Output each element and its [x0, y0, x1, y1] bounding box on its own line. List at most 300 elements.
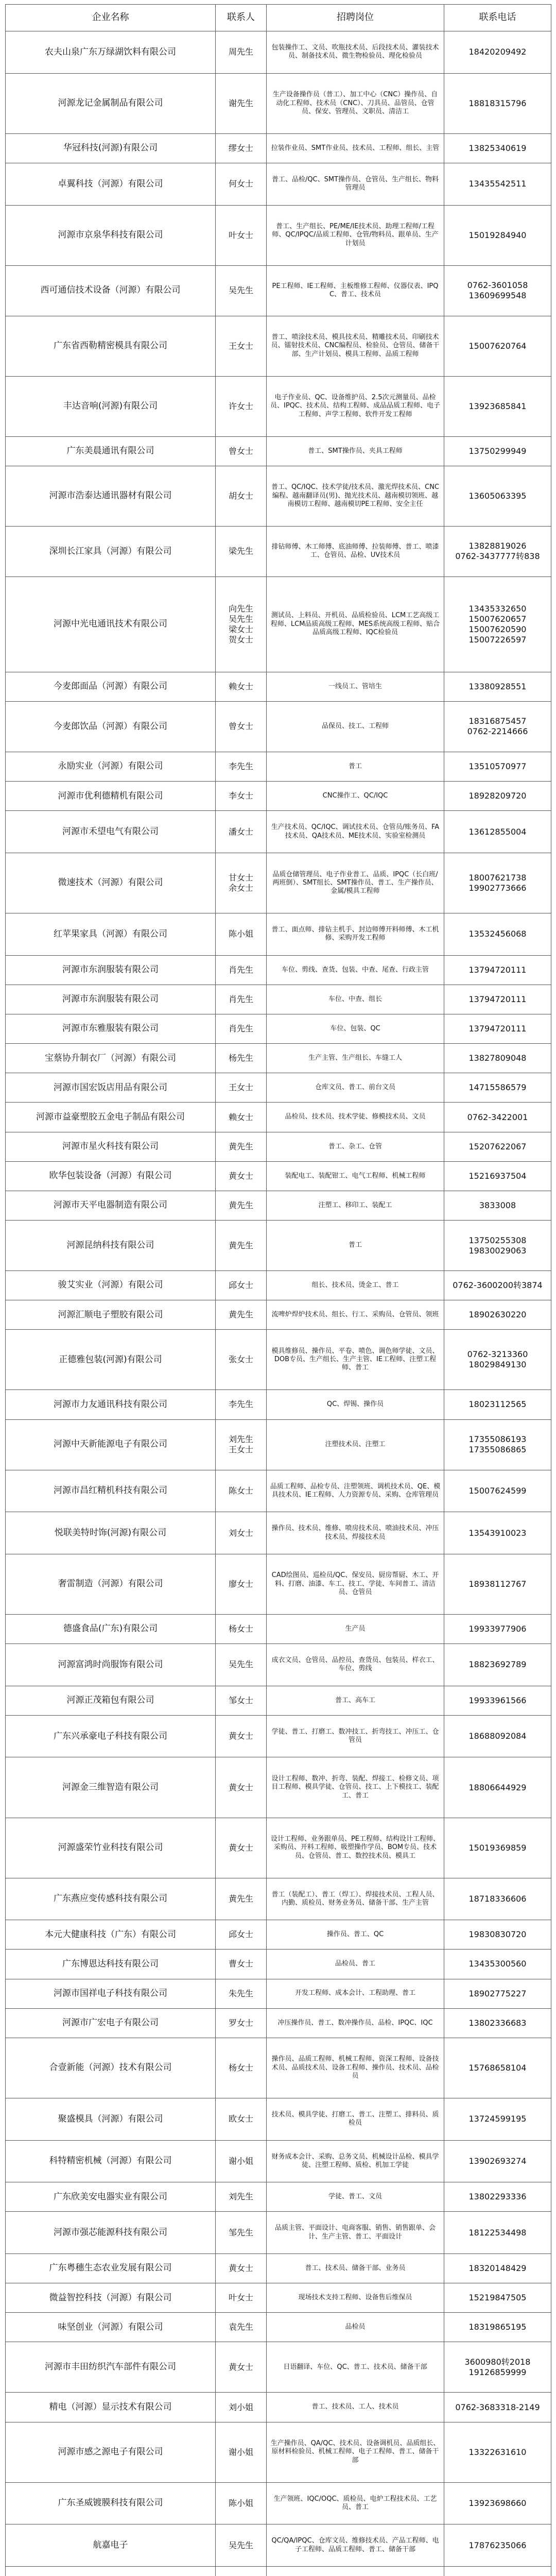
table-row — [6, 1614, 551, 1643]
cell-phone: 13794720111 — [444, 955, 551, 985]
cell-company: 骏艾实业（河源）有限公司 — [6, 1271, 216, 1300]
table-row — [6, 436, 551, 466]
cell-company: 河源市广宏电子有限公司 — [6, 2008, 216, 2038]
cell-jobs: 包装操作工、文员、吹瓶技术员、后段技术员、灌装技术员、制备技术员、微生物检验员、理化检验员 — [267, 31, 444, 74]
table-row — [6, 1221, 551, 1271]
cell-jobs: 现场技术支持工程师、设备售后维保员 — [267, 2283, 444, 2313]
cell-company: 味坚创业（河源）有限公司 — [6, 2313, 216, 2342]
cell-contact: 赖女士 — [216, 672, 267, 701]
cell-phone: 13825340619 — [444, 133, 551, 163]
cell-contact: 黄女士 — [216, 1715, 267, 1757]
cell-company: 广东省西勒精密模具有限公司 — [6, 316, 216, 376]
cell-company: 红苹果家具（河源）有限公司 — [6, 913, 216, 955]
cell-company: 河源市优利德精机有限公司 — [6, 782, 216, 811]
table-row — [6, 1644, 551, 1686]
cell-phone: 13923698660 — [444, 2482, 551, 2524]
cell-company: 河源市力友通讯科技有限公司 — [6, 1390, 216, 1419]
cell-phone: 18688092084 — [444, 1715, 551, 1757]
cell-jobs: 普工、杂工、仓管 — [267, 1132, 444, 1161]
cell-jobs: 注塑工、移印工、装配工 — [267, 1191, 444, 1220]
table-row — [6, 2008, 551, 2038]
cell-contact — [216, 2566, 267, 2576]
cell-phone: 13750255308 19830029063 — [444, 1221, 551, 1271]
cell-contact: 陈小姐 — [216, 913, 267, 955]
cell-jobs: 普工、高车工 — [267, 1686, 444, 1715]
cell-contact: 甘女士 余女士 — [216, 853, 267, 913]
cell-contact: 刘先生 — [216, 2182, 267, 2212]
cell-company: 卓翼科技（河源）有限公司 — [6, 163, 216, 205]
cell-phone: 15219847505 — [444, 2283, 551, 2313]
cell-jobs: 普工、技术员、储备干部、业务员 — [267, 2253, 444, 2283]
cell-phone: 13827809048 — [444, 1044, 551, 1073]
cell-company: 合壹新能（河源）技术有限公司 — [6, 2038, 216, 2098]
table-row — [6, 31, 551, 74]
cell-phone: 13435542511 — [444, 163, 551, 205]
cell-phone: 0762-3600200转3874 — [444, 1271, 551, 1300]
cell-jobs: 排钻师傅、木工师傅、底油师傅、拉装师傅、普工、喷漆工、仓管员、品检、UV技术员 — [267, 526, 444, 577]
cell-jobs: 设计工程师、数冲、折弯、装配、焊接工、检修文员、项目工程师、模具学徒、仓管员、技工、上下模技工、装配工、普工 — [267, 1757, 444, 1818]
cell-jobs: 一线员工、管培生 — [267, 672, 444, 701]
cell-contact: 曾女士 — [216, 702, 267, 752]
cell-company: 航嘉电子 — [6, 2524, 216, 2567]
table-row — [6, 1878, 551, 1920]
cell-company: 河源龙记金属制品有限公司 — [6, 73, 216, 133]
table-row — [6, 1161, 551, 1191]
table-row — [6, 1554, 551, 1614]
cell-contact: 邹女士 — [216, 1686, 267, 1715]
cell-jobs: 生产操作员、QA/QC、技术员、设备调机员、品质组长、原材料检验员、机械工程师、电子工程师、普工、储备干部 — [267, 2422, 444, 2482]
cell-company: 河源市丰田纺织汽车部件有限公司 — [6, 2342, 216, 2393]
table-row — [6, 1715, 551, 1757]
cell-jobs: 学徒、普工、打磨工、数冲技工、折弯技工、冲压工、仓管员 — [267, 1715, 444, 1757]
cell-company: 精电（河源）显示技术有限公司 — [6, 2393, 216, 2422]
cell-jobs: 生产设备操作员（普工）、加工中心（CNC）操作员、自动化工程师、技术员（CNC）、刀具员、品管员、仓管员、保安、管理员、文职员、清洁工 — [267, 73, 444, 133]
table-row — [6, 955, 551, 985]
cell-jobs: 品检员 — [267, 2313, 444, 2342]
cell-contact: 李女士 — [216, 782, 267, 811]
table-row — [6, 376, 551, 436]
cell-contact: 李先生 — [216, 1390, 267, 1419]
table-row — [6, 1470, 551, 1512]
cell-jobs: 普工 — [267, 752, 444, 781]
cell-phone: 13902693274 — [444, 2140, 551, 2182]
cell-jobs: 普工、SMT操作员、夹具工程师 — [267, 436, 444, 466]
cell-jobs: 操作员、普工、QC — [267, 1920, 444, 1950]
cell-company: 聚盛模具（河源）有限公司 — [6, 2098, 216, 2140]
cell-jobs: QC/QA/IPQC、仓库文员、维修技术员、产品工程师、电子工程师、品质工程师、普工、储备干部 — [267, 2524, 444, 2567]
cell-phone: 13794720111 — [444, 1014, 551, 1043]
cell-phone: 17355086193 17355086865 — [444, 1419, 551, 1470]
cell-contact: 吴先生 — [216, 1644, 267, 1686]
cell-jobs: 学徒、普工、文员 — [267, 2182, 444, 2212]
table-row — [6, 853, 551, 913]
table-row — [6, 73, 551, 133]
cell-phone: 15007620764 — [444, 316, 551, 376]
table-row — [6, 2212, 551, 2254]
cell-phone: 18023112565 — [444, 1390, 551, 1419]
cell-contact: 刘女士 — [216, 1512, 267, 1554]
cell-contact: 黄先生 — [216, 1300, 267, 1330]
table-row — [6, 1757, 551, 1818]
cell-company: 今麦郎饮品（河源）有限公司 — [6, 702, 216, 752]
cell-phone: 19933977906 — [444, 1614, 551, 1643]
table-row — [6, 1271, 551, 1300]
cell-contact: 杨女士 — [216, 2038, 267, 2098]
table-row — [6, 526, 551, 577]
cell-phone: 13543910023 — [444, 1512, 551, 1554]
cell-company: 河源市昌红精机科技有限公司 — [6, 1470, 216, 1512]
table-row — [6, 2524, 551, 2567]
cell-phone: 15768658104 — [444, 2038, 551, 2098]
table-row — [6, 2253, 551, 2283]
cell-jobs: 操作员、技术员、维修、喷房技术员、喷油技术员、冲压技术员、焊接技术员 — [267, 1512, 444, 1554]
cell-company: 永励实业（河源）有限公司 — [6, 752, 216, 781]
recruitment-table — [5, 4, 551, 2576]
table-row — [6, 2140, 551, 2182]
cell-contact: 周先生 — [216, 31, 267, 74]
cell-phone: 13612855004 — [444, 811, 551, 853]
cell-company: 广东燕应变传感科技有限公司 — [6, 1878, 216, 1920]
cell-contact: 肖先生 — [216, 955, 267, 985]
cell-phone: 13750299949 — [444, 436, 551, 466]
cell-company: 德盛食品(广东)有限公司 — [6, 1614, 216, 1643]
cell-phone: 18806644929 — [444, 1757, 551, 1818]
cell-contact: 欧女士 — [216, 2098, 267, 2140]
table-row — [6, 265, 551, 316]
table-row — [6, 1686, 551, 1715]
cell-company: 农夫山泉广东万绿湖饮料有限公司 — [6, 31, 216, 74]
cell-jobs: 技术员、模具学徒、打磨工、普工、注塑工、排料员、质检员 — [267, 2098, 444, 2140]
cell-contact: 黄女士 — [216, 1161, 267, 1191]
cell-contact: 谢先生 — [216, 73, 267, 133]
cell-contact: 黄女士 — [216, 1757, 267, 1818]
cell-phone: 3600980转2018 19126859999 — [444, 2342, 551, 2393]
table-row — [6, 2482, 551, 2524]
cell-company: 今麦郎面品（河源）有限公司 — [6, 672, 216, 701]
cell-company: 广东欣美安电器实业有限公司 — [6, 2182, 216, 2212]
cell-phone: 13435300560 — [444, 1950, 551, 1979]
cell-contact: 黄先生 — [216, 1878, 267, 1920]
cell-company: 悦联美特时饰(河源)有限公司 — [6, 1512, 216, 1554]
cell-company: 河源市益豪塑胶五金电子制品有限公司 — [6, 1103, 216, 1132]
table-row — [6, 316, 551, 376]
cell-company: 河源金三维智造有限公司 — [6, 1757, 216, 1818]
table-row — [6, 811, 551, 853]
cell-contact: 朱先生 — [216, 1979, 267, 2008]
cell-contact: 罗女士 — [216, 2008, 267, 2038]
cell-company: 河源市天平电器制造有限公司 — [6, 1191, 216, 1220]
cell-contact: 许女士 — [216, 376, 267, 436]
cell-phone: 19933961566 — [444, 1686, 551, 1715]
cell-company: 西可通信技术设备（河源）有限公司 — [6, 265, 216, 316]
cell-company: 河源富鸿时尚服饰有限公司 — [6, 1644, 216, 1686]
cell-jobs: 财务成本会计、采购、总务文员、机械设计品检、模具学徒、注塑工程师、质检、机加工学徒 — [267, 2140, 444, 2182]
table-row — [6, 2098, 551, 2140]
cell-jobs: 成衣文员、仓管员、品控员、查货员、包装员、样衣工、车位、剪线 — [267, 1644, 444, 1686]
cell-contact: 刘先生 王女士 — [216, 1419, 267, 1470]
cell-jobs: 品质主管、平面设计、电商客服、销售、销售跟单、会计、生产主管、普工、平面设计 — [267, 2212, 444, 2254]
cell-jobs: 品保员、技工、工程师 — [267, 702, 444, 752]
table-row — [6, 1979, 551, 2008]
cell-contact: 吴先生 — [216, 2524, 267, 2567]
cell-contact: 谢小姐 — [216, 2140, 267, 2182]
cell-company: 河源中天新能源电子有限公司 — [6, 1419, 216, 1470]
cell-phone: 18316875457 0762-2214666 — [444, 702, 551, 752]
cell-company: 科特精密机械（河源）有限公司 — [6, 2140, 216, 2182]
cell-phone: 18122534498 — [444, 2212, 551, 2254]
cell-contact: 杨女士 — [216, 1614, 267, 1643]
cell-company: 河源市东润服装有限公司 — [6, 955, 216, 985]
cell-contact: 肖先生 — [216, 985, 267, 1014]
cell-phone: 13802336683 — [444, 2008, 551, 2038]
table-row — [6, 1073, 551, 1103]
cell-phone: 13724599195 — [444, 2098, 551, 2140]
table-row — [6, 702, 551, 752]
cell-contact: 黄女士 — [216, 1818, 267, 1878]
cell-contact: 刘小姐 — [216, 2393, 267, 2422]
table-row — [6, 913, 551, 955]
table-row — [6, 672, 551, 701]
cell-jobs: 品质仓储管理员、电子作业普工、品质、IPQC（长白班/两班倒）、SMT组长、SMT操作员、普工、生产操作员、金属/模具工程师 — [267, 853, 444, 913]
cell-phone: 18320148429 — [444, 2253, 551, 2283]
cell-phone: 15007624599 — [444, 1470, 551, 1512]
cell-contact: 曾女士 — [216, 436, 267, 466]
cell-company: 本元大健康科技（广东）有限公司 — [6, 1920, 216, 1950]
cell-phone: 15019284940 — [444, 205, 551, 265]
table-row — [6, 1390, 551, 1419]
cell-phone: 18902630220 — [444, 1300, 551, 1330]
cell-phone: 18818315796 — [444, 73, 551, 133]
cell-phone: 18902775227 — [444, 1979, 551, 2008]
cell-phone: 13532456068 — [444, 913, 551, 955]
cell-jobs: 日语翻译、车位、QC、普工、技术员、储备干部 — [267, 2342, 444, 2393]
table-row — [6, 985, 551, 1014]
table-row — [6, 1330, 551, 1390]
cell-phone: 18938112767 — [444, 1554, 551, 1614]
cell-contact: 李先生 — [216, 752, 267, 781]
cell-jobs: 普工（装配工）、普工（焊工）、焊接技术员、工程人员、内勤、质检员、财务业务员、储备干部、生产主管 — [267, 1878, 444, 1920]
table-row — [6, 1950, 551, 1979]
cell-contact: 廖女士 — [216, 1554, 267, 1614]
cell-phone: 13510570977 — [444, 752, 551, 781]
cell-company: 河源市禾望电气有限公司 — [6, 811, 216, 853]
cell-company: 河源市浩泰达通讯器材有限公司 — [6, 466, 216, 526]
cell-contact: 何女士 — [216, 163, 267, 205]
cell-contact: 黄先生 — [216, 1191, 267, 1220]
cell-jobs: 开发工程师、成本会计、工程助理、普工 — [267, 1979, 444, 2008]
cell-company: 河源市京泉华科技有限公司 — [6, 205, 216, 265]
table-row — [6, 577, 551, 672]
cell-contact: 黄先生 — [216, 1132, 267, 1161]
cell-company: 河源市东润服装有限公司 — [6, 985, 216, 1014]
cell-phone: 15207622067 — [444, 1132, 551, 1161]
cell-jobs: 生产员 — [267, 1614, 444, 1643]
table-row — [6, 1103, 551, 1132]
cell-company: 微益智控科技（河源）有限公司 — [6, 2283, 216, 2313]
cell-phone: 3833008 — [444, 1191, 551, 1220]
cell-contact: 杨先生 — [216, 1044, 267, 1073]
cell-company: 广东圣威镀膜科技有限公司 — [6, 2482, 216, 2524]
cell-jobs: 车位、中查、组长 — [267, 985, 444, 1014]
cell-company: 广东美晨通讯有限公司 — [6, 436, 216, 466]
table-row — [6, 205, 551, 265]
header-row — [6, 5, 551, 31]
cell-jobs: 电子作业员、QC、设备维护员、2.5次元测量员、品检员、IPQC、技术员、结构工程师、成品品质工程师、电子工程师、声学工程师、软件开发工程师 — [267, 376, 444, 436]
cell-contact: 梁先生 — [216, 526, 267, 577]
cell-jobs: 普工、面点师、排钻主机手、封边师傅开料师傅、木工机修、采购开发工程师 — [267, 913, 444, 955]
cell-company: 河源中光电通讯技术有限公司 — [6, 577, 216, 672]
cell-contact: 王女士 — [216, 316, 267, 376]
cell-phone: 15216937504 — [444, 1161, 551, 1191]
cell-contact: 王女士 — [216, 1073, 267, 1103]
cell-contact: 曹女士 — [216, 1950, 267, 1979]
cell-jobs: 普工、技术员、工人、技术员 — [267, 2393, 444, 2422]
cell-company — [6, 2566, 216, 2576]
cell-jobs: 车位、剪线、查货、包装、中查、尾查、行政主管 — [267, 955, 444, 985]
cell-phone: 13605063395 — [444, 466, 551, 526]
cell-jobs: CAD绘图员、巡检员/QC、保安员、厨房帮厨、木工、开料、打磨、油漆、车工、技工、学徒、车间普工、清洁员、仓管员 — [267, 1554, 444, 1614]
header-contact: 联系人 — [216, 5, 267, 31]
cell-contact: 邱女士 — [216, 1271, 267, 1300]
cell-jobs: 设计工程师、业务跟单员、PE工程师、结构设计工程师、采购员、开料工程师、吸塑操作学员、BOM专员、技术员、仓管员、普工、数控技术员、模具工 — [267, 1818, 444, 1878]
cell-company: 宝蔡协升制衣厂（河源）有限公司 — [6, 1044, 216, 1073]
table-row — [6, 1044, 551, 1073]
cell-phone: 13435332650 15007620657 15007620590 15007226597 — [444, 577, 551, 672]
table-row — [6, 163, 551, 205]
cell-company: 华冠科技(河源)有限公司 — [6, 133, 216, 163]
cell-phone: 14715586579 — [444, 1073, 551, 1103]
cell-contact: 赖女士 — [216, 1103, 267, 1132]
table-row — [6, 752, 551, 781]
cell-jobs: 拉装作业员、SMT作业员、技术员、工程师、组长、主管 — [267, 133, 444, 163]
cell-company: 深圳长江家具（河源）有限公司 — [6, 526, 216, 577]
cell-company: 河源盛荣竹业科技有限公司 — [6, 1818, 216, 1878]
cell-contact: 黄先生 — [216, 1221, 267, 1271]
cell-contact: 谢小姐 — [216, 2422, 267, 2482]
table-row — [6, 1300, 551, 1330]
cell-jobs: 普工、生产组长、PE/ME/IE技术员、助理工程师/工程师、QC/IPQC/品质工程师、仓管/物料员、跟单员、生产计划员 — [267, 205, 444, 265]
cell-phone: 0762-3683318-2149 — [444, 2393, 551, 2422]
cell-company: 河源市星火科技有限公司 — [6, 1132, 216, 1161]
cell-phone: 0762-3422001 — [444, 1103, 551, 1132]
cell-jobs: 仓库文员、普工、前台文员 — [267, 1073, 444, 1103]
cell-jobs: 普工 — [267, 1221, 444, 1271]
cell-company: 河源市强芯能源科技有限公司 — [6, 2212, 216, 2254]
cell-phone: 18420209492 — [444, 31, 551, 74]
cell-phone: 18928209720 — [444, 782, 551, 811]
cell-company: 河源正茂箱包有限公司 — [6, 1686, 216, 1715]
table-row — [6, 2313, 551, 2342]
cell-company: 河源汇顺电子塑胶有限公司 — [6, 1300, 216, 1330]
cell-company: 丰达音响(河源)有限公司 — [6, 376, 216, 436]
cell-jobs: 装配电工、装配钳工、电气工程师、机械工程师 — [267, 1161, 444, 1191]
cell-jobs: 普工、喷涂技术员、模具技术员、精雕技术员、印刷技术员、镭射技术员、CNC编程员、检验员、仓管员、储备干部、生产计划员、模具工程师、品质工程师 — [267, 316, 444, 376]
cell-phone: 13794720111 — [444, 985, 551, 1014]
cell-company: 河源市国祥电子科技有限公司 — [6, 1979, 216, 2008]
cell-phone: 13322631610 — [444, 2422, 551, 2482]
table-row — [6, 1132, 551, 1161]
cell-company: 河源昆纳科技有限公司 — [6, 1221, 216, 1271]
table-row — [6, 782, 551, 811]
cell-phone: 0762-3213360 18029849130 — [444, 1330, 551, 1390]
table-row — [6, 1920, 551, 1950]
cell-contact: 吴先生 — [216, 265, 267, 316]
table-row — [6, 2182, 551, 2212]
cell-phone: 13802293336 — [444, 2182, 551, 2212]
table-row — [6, 1419, 551, 1470]
cell-phone: 18319865195 — [444, 2313, 551, 2342]
table-row — [6, 2342, 551, 2393]
cell-contact: 黄女士 — [216, 2342, 267, 2393]
cell-phone: 13380928551 — [444, 672, 551, 701]
cell-contact: 缪女士 — [216, 133, 267, 163]
cell-phone: 13923685841 — [444, 376, 551, 436]
table-row — [6, 1014, 551, 1043]
cell-jobs: 冲压操作员、普工、数冲操作员、品检、IPQC、IQC — [267, 2008, 444, 2038]
cell-jobs: 生产主管、生产组长、车缝工人 — [267, 1044, 444, 1073]
cell-contact: 叶女士 — [216, 205, 267, 265]
cell-jobs: 注塑技术员、注塑工 — [267, 1419, 444, 1470]
table-row — [6, 133, 551, 163]
cell-jobs: QC、焊锡、操作员 — [267, 1390, 444, 1419]
cell-jobs: 车位、包装、QC — [267, 1014, 444, 1043]
cell-contact: 袁先生 — [216, 2313, 267, 2342]
cell-contact: 黄女士 — [216, 2253, 267, 2283]
cell-jobs: 流啤炉焊炉技术员、组长、行工、采购员、仓管员、领班 — [267, 1300, 444, 1330]
table-row — [6, 2038, 551, 2098]
cell-phone: 18007621738 19902773666 — [444, 853, 551, 913]
cell-phone: 0762-3601058 13609699548 — [444, 265, 551, 316]
cell-jobs: 测试员、上料员、开机员、品质检验员、LCM工艺高级工程师、LCM品质高级工程师、MES系统高级工程师、贴合品质高级工程师、IQC检验员 — [267, 577, 444, 672]
cell-contact: 陈小姐 — [216, 2482, 267, 2524]
table-row — [6, 2422, 551, 2482]
cell-contact: 张女士 — [216, 1330, 267, 1390]
cell-phone: 18718336606 — [444, 1878, 551, 1920]
cell-company: 广东兴承豪电子科技有限公司 — [6, 1715, 216, 1757]
table-row — [6, 1191, 551, 1220]
cell-jobs: 组长、技术员、烫金工、普工 — [267, 1271, 444, 1300]
table-row — [6, 1512, 551, 1554]
cell-phone: 13828819026 0762-3437777转838 — [444, 526, 551, 577]
table-row — [6, 2283, 551, 2313]
cell-phone: 15019369859 — [444, 1818, 551, 1878]
cell-jobs: 生产技术员、QC/IQC、调试技术员、仓管员/账务员、FA技术员、QA技术员、ME技术员、实验室检测员 — [267, 811, 444, 853]
cell-company: 广东粤穗生态农业发展有限公司 — [6, 2253, 216, 2283]
cell-contact: 邱女士 — [216, 1920, 267, 1950]
cell-jobs: CNC操作工、QC/IQC — [267, 782, 444, 811]
cell-phone — [444, 2566, 551, 2576]
table-row — [6, 1818, 551, 1878]
cell-company: 河源市东雅服装有限公司 — [6, 1014, 216, 1043]
cell-jobs: 普工、QC/IQC、技术学徒/技术员、激光焊技术员、CNC编程、越南翻译员(男)、抛光技术员、越南模切领班、越南模切工程师、越南模切PE工程师、安全主任 — [267, 466, 444, 526]
cell-jobs: 品质工程师、品检专员、注塑领班、调机技术员、QE、模具技术员、IE工程师、人力资源专员、采购、仓库管理员 — [267, 1470, 444, 1512]
cell-jobs: 品检员、普工 — [267, 1950, 444, 1979]
cell-jobs: PE工程师、IE工程师、主板维修工程师、仪器仪表、IPQC、普工、技术员 — [267, 265, 444, 316]
header-phone: 联系电话 — [444, 5, 551, 31]
cell-jobs: 生产领班、IQC/OQC、质检员、电炉工程技术员、工艺员、普工 — [267, 2482, 444, 2524]
table-row — [6, 466, 551, 526]
cell-phone: 19830830720 — [444, 1920, 551, 1950]
cell-jobs: 普工、品检/QC、SMT操作员、仓管员、生产组长、物料管理员 — [267, 163, 444, 205]
cell-contact: 潘女士 — [216, 811, 267, 853]
cell-contact: 陈女士 — [216, 1470, 267, 1512]
cell-jobs: 品检员、技术员、技术学徒、修模技术员、文员 — [267, 1103, 444, 1132]
cell-jobs: 模具维修员、操作员、平卷、喷色、调色师学徒、文员、DOB专员、生产组长、生产主管、IE工程师、注塑工程师、普工 — [267, 1330, 444, 1390]
cell-company: 正德雅包装(河源)有限公司 — [6, 1330, 216, 1390]
header-company: 企业名称 — [6, 5, 216, 31]
cell-contact: 邹先生 — [216, 2212, 267, 2254]
cell-contact: 向先生 吴先生 梁女士 贺女士 — [216, 577, 267, 672]
